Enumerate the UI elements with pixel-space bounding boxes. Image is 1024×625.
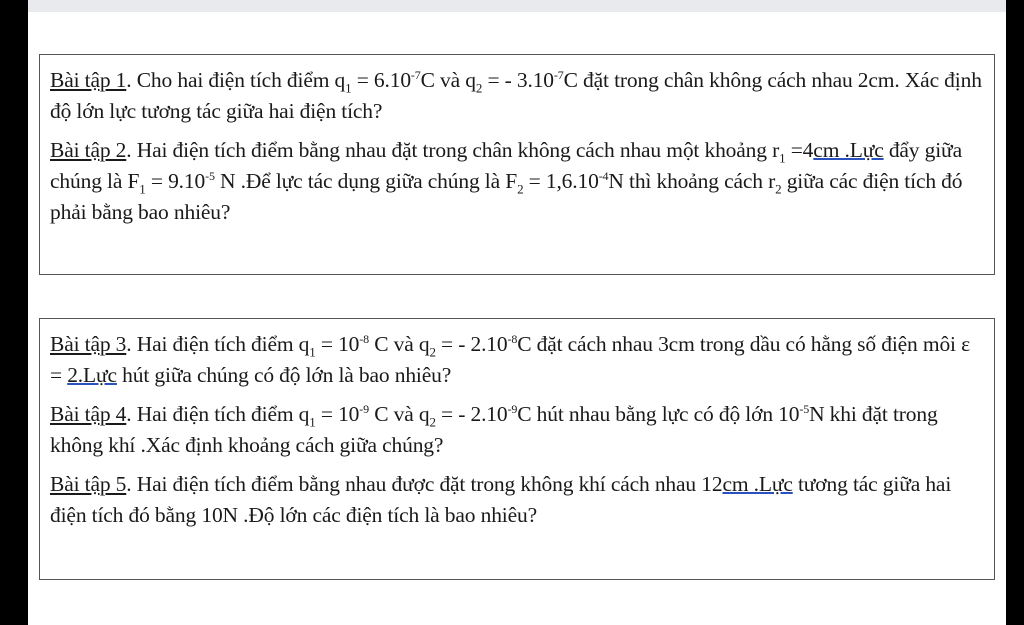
exponent: -5 bbox=[799, 401, 810, 416]
text: C và q bbox=[420, 68, 476, 92]
subscript: 2 bbox=[475, 80, 483, 96]
text: C và q bbox=[368, 332, 430, 356]
text: C hút nhau bằng lực có độ lớn 10 bbox=[517, 402, 800, 426]
text: . Hai điện tích điểm q bbox=[126, 402, 310, 426]
text: C đặt trong chân không cách nhau 2cm. Xác định độ lớn lực tương tác giữa hai điện tích? bbox=[50, 68, 982, 123]
exercise-1-label: Bài tập 1 bbox=[50, 68, 127, 92]
viewer-top-bar bbox=[28, 0, 1006, 12]
exercise-3 bbox=[50, 329, 984, 391]
text: = 10 bbox=[315, 332, 360, 356]
exponent: -8 bbox=[359, 331, 369, 346]
text: hút giữa chúng có độ lớn là bao nhiêu? bbox=[116, 363, 452, 387]
text: C đặt cách nhau 3cm trong dầu có hằng số điện môi ε = bbox=[50, 332, 970, 387]
subscript: 1 bbox=[309, 414, 316, 430]
exercise-5-label: Bài tập 5 bbox=[50, 472, 127, 496]
text: = 9.10 bbox=[145, 169, 206, 193]
text: giữa các điện tích đó phải bằng bao nhiêu? bbox=[50, 169, 963, 224]
text: =4 bbox=[785, 138, 814, 162]
exercise-4 bbox=[50, 399, 984, 461]
exercise-4-label: Bài tập 4 bbox=[50, 402, 127, 426]
text: N thì khoảng cách r bbox=[608, 169, 776, 193]
subscript: 1 bbox=[345, 80, 352, 96]
subscript: 1 bbox=[779, 150, 786, 166]
text: . Cho hai điện tích điểm q bbox=[126, 68, 346, 92]
exercise-2-label: Bài tập 2 bbox=[50, 138, 127, 162]
text: . Hai điện tích điểm bằng nhau được đặt trong không khí cách nhau 12 bbox=[126, 472, 723, 496]
text: = 1,6.10 bbox=[523, 169, 599, 193]
exponent: -5 bbox=[205, 168, 215, 183]
subscript: 2 bbox=[517, 181, 524, 197]
text: N .Để lực tác dụng giữa chúng là F bbox=[214, 169, 518, 193]
text: . Hai điện tích điểm q bbox=[126, 332, 310, 356]
exercise-5 bbox=[50, 469, 984, 531]
exponent: -9 bbox=[359, 401, 369, 416]
text: N khi đặt trong không khí .Xác định khoảng cách giữa chúng? bbox=[50, 402, 938, 457]
subscript: 1 bbox=[139, 181, 146, 197]
text: C và q bbox=[368, 402, 430, 426]
subscript: 1 bbox=[309, 344, 316, 360]
exercise-1 bbox=[50, 65, 984, 127]
exponent: -4 bbox=[598, 168, 609, 183]
exponent: -8 bbox=[507, 331, 518, 346]
spellcheck-underline: 2.Lực bbox=[67, 363, 117, 387]
text: = 6.10 bbox=[351, 68, 411, 92]
exercise-2 bbox=[50, 135, 984, 228]
spellcheck-underline: cm .Lực bbox=[722, 472, 793, 496]
document-page bbox=[28, 0, 1006, 625]
text: = - 2.10 bbox=[435, 332, 508, 356]
text: = 10 bbox=[315, 402, 360, 426]
exercise-box-1 bbox=[39, 54, 995, 275]
exponent: -7 bbox=[553, 67, 564, 82]
text: = - 3.10 bbox=[482, 68, 554, 92]
spellcheck-underline: cm .Lực bbox=[813, 138, 884, 162]
subscript: 2 bbox=[775, 181, 782, 197]
exponent: -9 bbox=[507, 401, 518, 416]
exercise-box-2 bbox=[39, 318, 995, 580]
text: đẩy giữa chúng là F bbox=[50, 138, 962, 193]
exercise-3-label: Bài tập 3 bbox=[50, 332, 127, 356]
subscript: 2 bbox=[429, 344, 436, 360]
text: tương tác giữa hai điện tích đó bằng 10N .Độ lớn các điện tích là bao nhiêu? bbox=[50, 472, 952, 527]
text: = - 2.10 bbox=[435, 402, 508, 426]
exponent: -7 bbox=[410, 67, 421, 82]
subscript: 2 bbox=[429, 414, 436, 430]
text: . Hai điện tích điểm bằng nhau đặt trong chân không cách nhau một khoảng r bbox=[126, 138, 780, 162]
